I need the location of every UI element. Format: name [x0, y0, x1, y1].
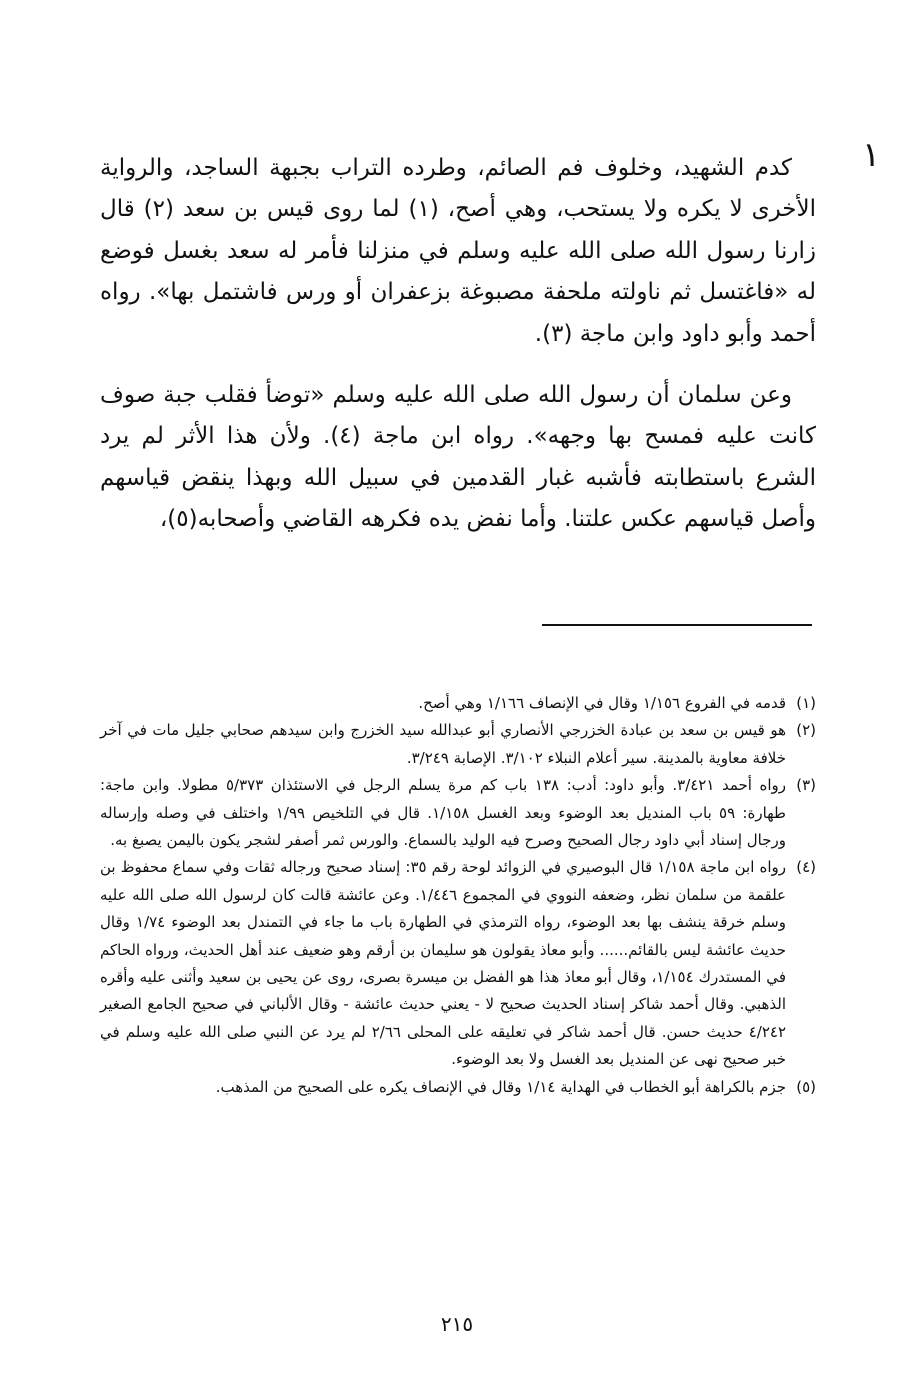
main-text: [100, 148, 816, 541]
footnote-text: جزم بالكراهة أبو الخطاب في الهداية ١/١٤ وقال في الإنصاف يكره على الصحيح من المذهب.: [215, 1077, 786, 1096]
footnote-number: (١): [796, 694, 816, 712]
footnote: [100, 854, 816, 1073]
footnote-number: (٢): [796, 721, 816, 740]
page-number: ٢١٥: [440, 1312, 474, 1336]
footnote-divider: [542, 624, 812, 626]
footnote-number: (٥): [796, 1077, 816, 1096]
footnote-number: (٣): [796, 776, 816, 795]
footnote: [100, 1074, 816, 1101]
footnote-number: (٤): [796, 858, 816, 877]
paragraph: كدم الشهيد، وخلوف فم الصائم، وطرده التراب بجبهة الساجد، والرواية الأخرى لا يكره ولا يستحب، وهي أصح، (١) لما روى قيس بن سعد (٢) قال زارنا رسول الله صلى الله عليه وسلم في منزلنا فأمر له سعد بغسل فوضع له «فاغتسل ثم ناولته ملحفة مصبوغة بزعفران أو ورس فاشتمل بها». رواه أحمد وأبو داود وابن ماجة (٣).: [100, 155, 817, 347]
footnote: [100, 690, 816, 717]
margin-mark: ١: [862, 135, 881, 175]
footnote-text: هو قيس بن سعد بن عبادة الخزرجي الأنصاري أبو عبدالله سيد الخزرج وابن سيدهم صحابي جليل مات في آخر خلافة معاوية بالمدينة. سير أعلام النبلاء ٣/١٠٢. الإصابة ٣/٢٤٩.: [100, 721, 786, 767]
footnote-text: رواه أحمد ٣/٤٢١. وأبو داود: أدب: ١٣٨ باب كم مرة يسلم الرجل في الاستئذان ٥/٣٧٣ مطولا. وابن ماجة: طهارة: ٥٩ باب المنديل بعد الوضوء وبعد الغسل ١/١٥٨. قال في التلخيص ١/٩٩ واختلف في وصله وإرساله ورجال إسناد أبي داود رجال الصحيح وصرح فيه الوليد بالسماع. والورس ثمر أصفر لشجر يكون باليمن يصبغ به.: [100, 776, 786, 850]
footnote: [100, 717, 816, 772]
paragraph: وعن سلمان أن رسول الله صلى الله عليه وسلم «توضأ فقلب جبة صوف كانت عليه فمسح بها وجهه». رواه ابن ماجة (٤). ولأن هذا الأثر لم يرد الشرع باستطابته فأشبه غبار القدمين في سبيل الله وبهذا ينقض قياسهم وأصل قياسهم عكس علتنا. وأما نفض يده فكرهه القاضي وأصحابه(٥)،: [100, 382, 817, 533]
footnote-text: رواه ابن ماجة ١/١٥٨ قال البوصيري في الزوائد لوحة رقم ٣٥: إسناد صحيح ورجاله ثقات وفي سماع محفوظ بن علقمة من سلمان نظر، وضعفه النووي في المجموع ١/٤٤٦. وعن عائشة قالت كان لرسول الله صلى الله عليه وسلم خرقة ينشف بها بعد الوضوء، رواه الترمذي في الطهارة باب ما جاء في التمندل بعد الوضوء ١/٧٤ وقال حديث عائشة ليس بالقائم...... وأبو معاذ يقولون هو سليمان بن أرقم وهو ضعيف عند أهل الحديث، ورواه الحاكم في المستدرك ١/١٥٤، وقال أبو معاذ هذا هو الفضل بن ميسرة بصرى، روى عن يحيى بن سعيد وأثنى عليه وأقره الذهبي. وقال أحمد شاكر إسناد الحديث صحيح لا - يعني حديث عائشة - وقال الألباني في صحيح الجامع الصغير ٤/٢٤٢ حديث حسن. قال أحمد شاكر في تعليقه على المحلى ٢/٦٦ لم يرد عن النبي صلى الله عليه وسلم في خبر صحيح نهى عن المنديل بعد الغسل ولا بعد الوضوء.: [100, 858, 787, 1069]
footnote-text: قدمه في الفروع ١/١٥٦ وقال في الإنصاف ١/١٦٦ وهي أصح.: [418, 694, 786, 712]
footnote: [100, 772, 816, 854]
footnotes: [100, 690, 816, 1101]
